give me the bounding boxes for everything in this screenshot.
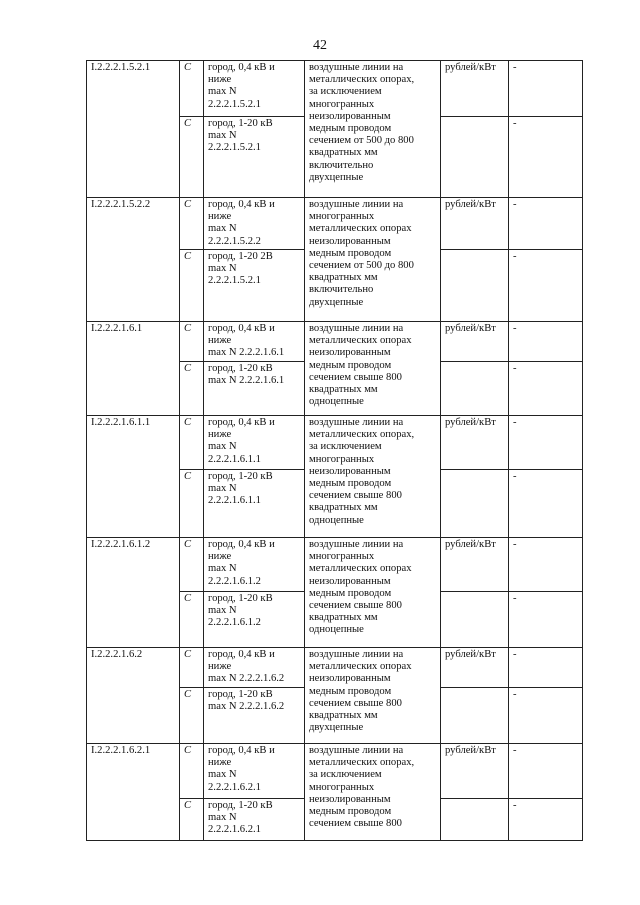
page-number: 42: [313, 38, 327, 53]
row-area: город, 0,4 кВ и ниже max N 2.2.2.1.6.1.2: [204, 538, 305, 592]
row-unit: рублей/кВт: [441, 744, 509, 799]
row-description: воздушные линии на металлических опорах, за исключением многогранных неизолированным медным проводом сечением от 500 до 800 квадратных мм включительно двухцепные: [305, 61, 441, 198]
row-code: I.2.2.2.1.6.1: [87, 322, 180, 416]
row-category: C: [180, 117, 204, 198]
row-value: -: [509, 538, 583, 592]
row-code: I.2.2.2.1.5.2.1: [87, 61, 180, 198]
row-value: -: [509, 416, 583, 470]
row-value: -: [509, 688, 583, 744]
row-area: город, 1-20 кВ max N 2.2.2.1.6.2: [204, 688, 305, 744]
table-row: [87, 198, 583, 250]
row-category: C: [180, 470, 204, 538]
table-row: [87, 538, 583, 592]
row-unit: [441, 470, 509, 538]
row-value: -: [509, 322, 583, 362]
row-value: -: [509, 250, 583, 322]
row-code: I.2.2.2.1.6.1.2: [87, 538, 180, 648]
table-row: [87, 61, 583, 117]
row-category: C: [180, 592, 204, 648]
row-unit: [441, 592, 509, 648]
row-value: -: [509, 470, 583, 538]
row-unit: рублей/кВт: [441, 61, 509, 117]
row-unit: [441, 362, 509, 416]
row-category: C: [180, 198, 204, 250]
row-value: -: [509, 362, 583, 416]
row-description: воздушные линии на многогранных металлических опорах неизолированным медным проводом сечением от 500 до 800 квадратных мм включительно двухцепные: [305, 198, 441, 322]
row-area: город, 1-20 кВ max N 2.2.2.1.6.1.2: [204, 592, 305, 648]
row-unit: [441, 688, 509, 744]
row-area: город, 0,4 кВ и ниже max N 2.2.2.1.5.2.1: [204, 61, 305, 117]
row-description: воздушные линии на металлических опорах неизолированным медным проводом сечением свыше 800 квадратных мм двухцепные: [305, 648, 441, 744]
row-unit: рублей/кВт: [441, 322, 509, 362]
row-unit: [441, 799, 509, 841]
row-area: город, 0,4 кВ и ниже max N 2.2.2.1.6.2.1: [204, 744, 305, 799]
row-unit: рублей/кВт: [441, 416, 509, 470]
row-code: I.2.2.2.1.6.2.1: [87, 744, 180, 841]
table-row: [87, 744, 583, 799]
row-area: город, 0,4 кВ и ниже max N 2.2.2.1.6.1: [204, 322, 305, 362]
row-area: город, 1-20 кВ max N 2.2.2.1.6.1: [204, 362, 305, 416]
row-value: -: [509, 198, 583, 250]
row-value: -: [509, 61, 583, 117]
row-unit: рублей/кВт: [441, 648, 509, 688]
row-unit: [441, 250, 509, 322]
row-area: город, 1-20 кВ max N 2.2.2.1.6.2.1: [204, 799, 305, 841]
row-value: -: [509, 744, 583, 799]
row-unit: [441, 117, 509, 198]
row-category: C: [180, 250, 204, 322]
row-value: -: [509, 592, 583, 648]
row-code: I.2.2.2.1.6.1.1: [87, 416, 180, 538]
row-category: C: [180, 648, 204, 688]
row-description: воздушные линии на многогранных металлических опорах неизолированным медным проводом сечением свыше 800 квадратных мм одноцепные: [305, 538, 441, 648]
row-category: C: [180, 362, 204, 416]
row-unit: рублей/кВт: [441, 198, 509, 250]
row-unit: рублей/кВт: [441, 538, 509, 592]
table-row: [87, 648, 583, 688]
tariff-table: [86, 60, 583, 841]
row-value: -: [509, 648, 583, 688]
row-category: C: [180, 416, 204, 470]
row-value: -: [509, 799, 583, 841]
row-area: город, 1-20 кВ max N 2.2.2.1.6.1.1: [204, 470, 305, 538]
row-value: -: [509, 117, 583, 198]
row-category: C: [180, 799, 204, 841]
row-category: C: [180, 688, 204, 744]
table-row: [87, 416, 583, 470]
row-area: город, 0,4 кВ и ниже max N 2.2.2.1.6.1.1: [204, 416, 305, 470]
row-description: воздушные линии на металлических опорах неизолированным медным проводом сечением свыше 800 квадратных мм одноцепные: [305, 322, 441, 416]
row-area: город, 1-20 кВ max N 2.2.2.1.5.2.1: [204, 117, 305, 198]
row-category: C: [180, 744, 204, 799]
row-code: I.2.2.2.1.6.2: [87, 648, 180, 744]
row-category: C: [180, 61, 204, 117]
row-code: I.2.2.2.1.5.2.2: [87, 198, 180, 322]
row-category: C: [180, 538, 204, 592]
row-description: воздушные линии на металлических опорах, за исключением многогранных неизолированным медным проводом сечением свыше 800 квадратных мм одноцепные: [305, 416, 441, 538]
row-area: город, 1-20 2В max N 2.2.2.1.5.2.1: [204, 250, 305, 322]
row-area: город, 0,4 кВ и ниже max N 2.2.2.1.6.2: [204, 648, 305, 688]
table-row: [87, 322, 583, 362]
row-category: C: [180, 322, 204, 362]
row-area: город, 0,4 кВ и ниже max N 2.2.2.1.5.2.2: [204, 198, 305, 250]
row-description: воздушные линии на металлических опорах, за исключением многогранных неизолированным медным проводом сечением свыше 800: [305, 744, 441, 841]
